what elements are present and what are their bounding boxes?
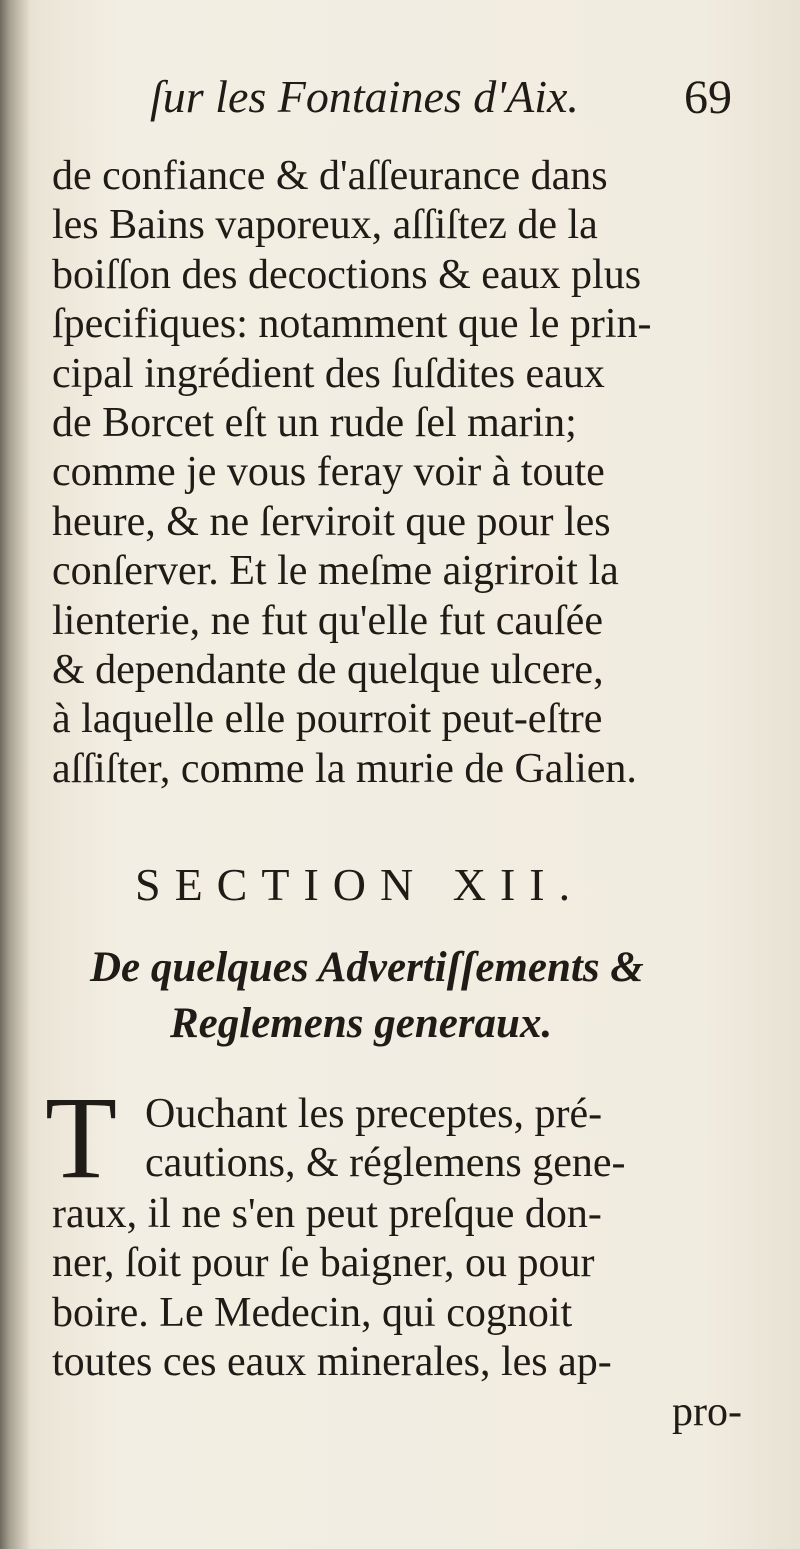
page-gutter-shadow [0,0,30,1549]
drop-cap: T [45,1072,118,1203]
subtitle-line: Reglemens generaux. [170,1000,553,1047]
text-line: heure, & ne ſerviroit que pour les [52,498,611,545]
text-line: de confiance & d'aſſeurance dans [52,153,608,199]
text-line: & dependante de quelque ulcere, [52,646,604,693]
section-subtitle [90,940,740,1052]
page-number: 69 [684,71,732,124]
text-line: toutes ces eaux minerales, les ap- [52,1339,612,1386]
text-line: comme je vous feray voir à toute [52,449,605,496]
paragraph-continued [52,152,742,794]
text-line: raux, il ne s'en peut preſque don- [52,1191,602,1237]
text-line: aſſiſter, comme la murie de Galien. [52,745,637,792]
subtitle-line: De quelques Advertiſſements & [90,944,644,991]
running-head: ſur les Fontaines d'Aix. [150,71,579,122]
text-line: ſpecifiques: notamment que le prin- [52,301,652,348]
page-header [150,70,750,140]
text-line: à laquelle elle pourroit peut-eſtre [52,696,603,743]
text-line: Ouchant les preceptes, pré- [145,1091,603,1137]
text-line: ner, ſoit pour ſe baigner, ou pour [52,1240,595,1287]
text-line: conſerver. Et le meſme aigriroit la [52,548,619,595]
text-line: les Bains vaporeux, aſſiſtez de la [52,202,598,249]
text-line: cipal ingrédient des ſuſdites eaux [52,350,605,397]
paragraph-opening-lines [145,1090,745,1189]
paragraph-body [52,1190,742,1437]
section-heading: SECTION XII. [135,859,585,910]
text-line: de Borcet eſt un rude ſel marin; [52,399,577,446]
text-line: cautions, & réglemens gene- [145,1140,626,1187]
text-line: lienterie, ne fut qu'elle fut cauſée [52,597,603,644]
text-line: boiſſon des decoctions & eaux plus [52,251,642,298]
text-line: boire. Le Medecin, qui cognoit [52,1289,573,1336]
catchword: pro- [672,1388,742,1435]
